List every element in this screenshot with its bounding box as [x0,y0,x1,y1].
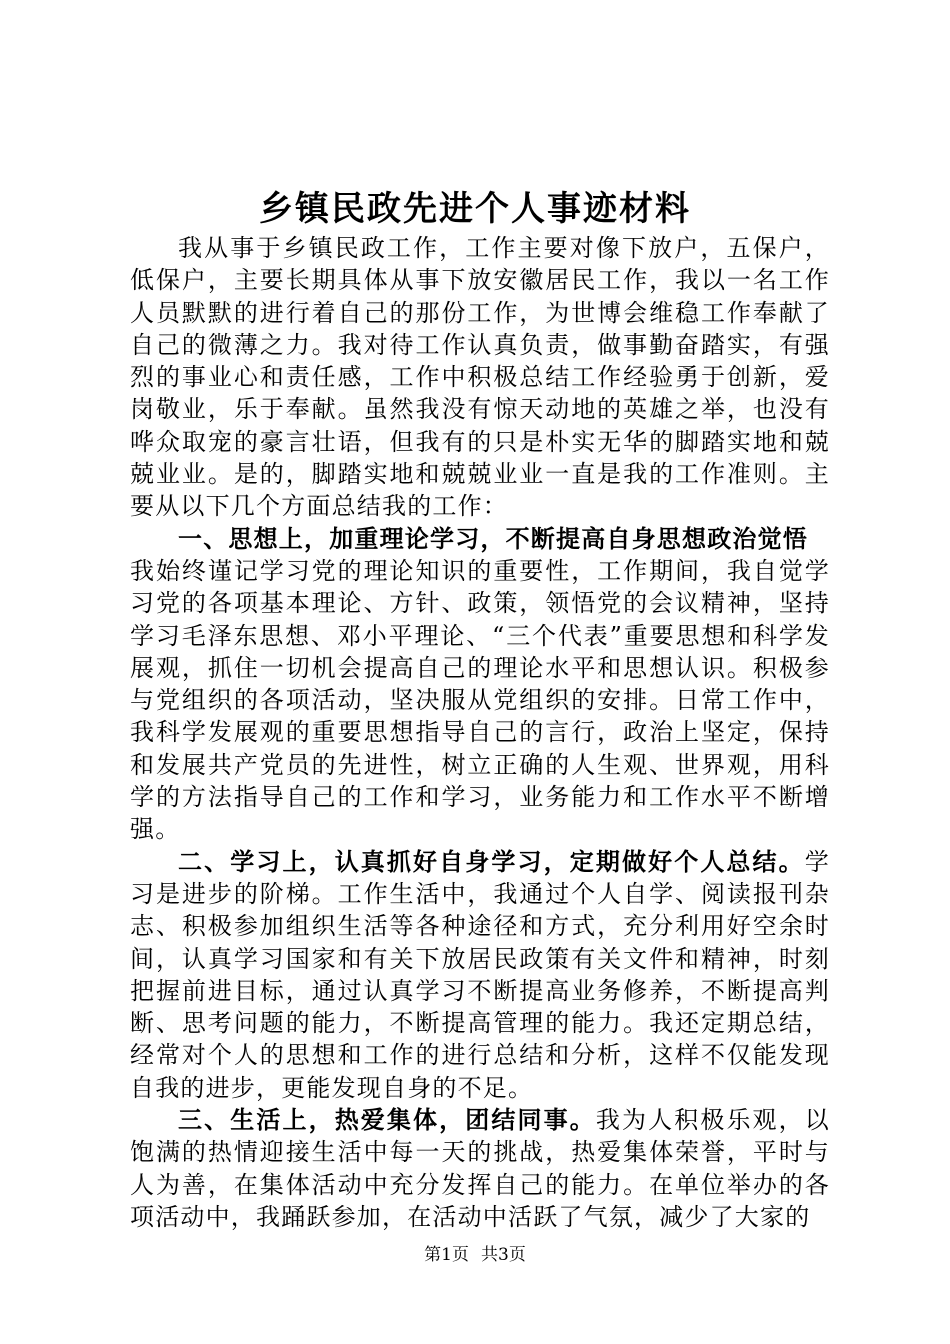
section-heading: 一、思想上，加重理论学习，不断提高自身思想政治觉悟 [178,524,808,553]
section-1 [130,523,830,846]
section-text: 我为人积极乐观，以饱满的热情迎接生活中每一天的挑战，热爱集体荣誉，平时与人为善，在集体活动中充分发挥自己的能力。在单位举办的各项活动中，我踊跃参加，在活动中活跃了气氛，减少了大家的 [130,1106,830,1231]
page-number: 第1页 [424,1245,469,1265]
section-3 [130,1104,830,1233]
section-heading: 三、生活上，热爱集体，团结同事。 [178,1106,596,1135]
section-heading: 二、学习上，认真抓好自身学习，定期做好个人总结。 [178,847,805,876]
document-title: 乡镇民政先进个人事迹材料 [259,189,691,229]
document-body [130,232,830,1233]
page-total: 共3页 [481,1245,526,1265]
page-footer [0,1243,950,1267]
section-text: 学习是进步的阶梯。工作生活中，我通过个人自学、阅读报刊杂志、积极参加组织生活等各种途径和方式，充分利用好空余时间，认真学习国家和有关下放居民政策有关文件和精神，时刻把握前进目标，通过认真学习不断提高业务修养，不断提高判断、思考问题的能力，不断提高管理的能力。我还定期总结，经常对个人的思想和工作的进行总结和分析，这样不仅能发现自我的进步，更能发现自身的不足。 [130,847,830,1102]
section-text: 我始终谨记学习党的理论知识的重要性，工作期间，我自觉学习党的各项基本理论、方针、政策，领悟党的会议精神，坚持学习毛泽东思想、邓小平理论、“三个代表”重要思想和科学发展观，抓住一切机会提高自己的理论水平和思想认识。积极参与党组织的各项活动，坚决服从党组织的安排。日常工作中，我科学发展观的重要思想指导自己的言行，政治上坚定，保持和发展共产党员的先进性，树立正确的人生观、世界观，用科学的方法指导自己的工作和学习，业务能力和工作水平不断增强。 [130,556,830,844]
intro-paragraph: 我从事于乡镇民政工作，工作主要对像下放户，五保户，低保户，主要长期具体从事下放安徽居民工作，我以一名工作人员默默的进行着自己的那份工作，为世博会维稳工作奉献了自己的微薄之力。我对待工作认真负责，做事勤奋踏实，有强烈的事业心和责任感，工作中积极总结工作经验勇于创新，爱岗敬业，乐于奉献。虽然我没有惊天动地的英雄之举，也没有哗众取宠的豪言壮语，但我有的只是朴实无华的脚踏实地和兢兢业业。是的，脚踏实地和兢兢业业一直是我的工作准则。主要从以下几个方面总结我的工作： [130,234,830,521]
section-2 [130,846,830,1104]
